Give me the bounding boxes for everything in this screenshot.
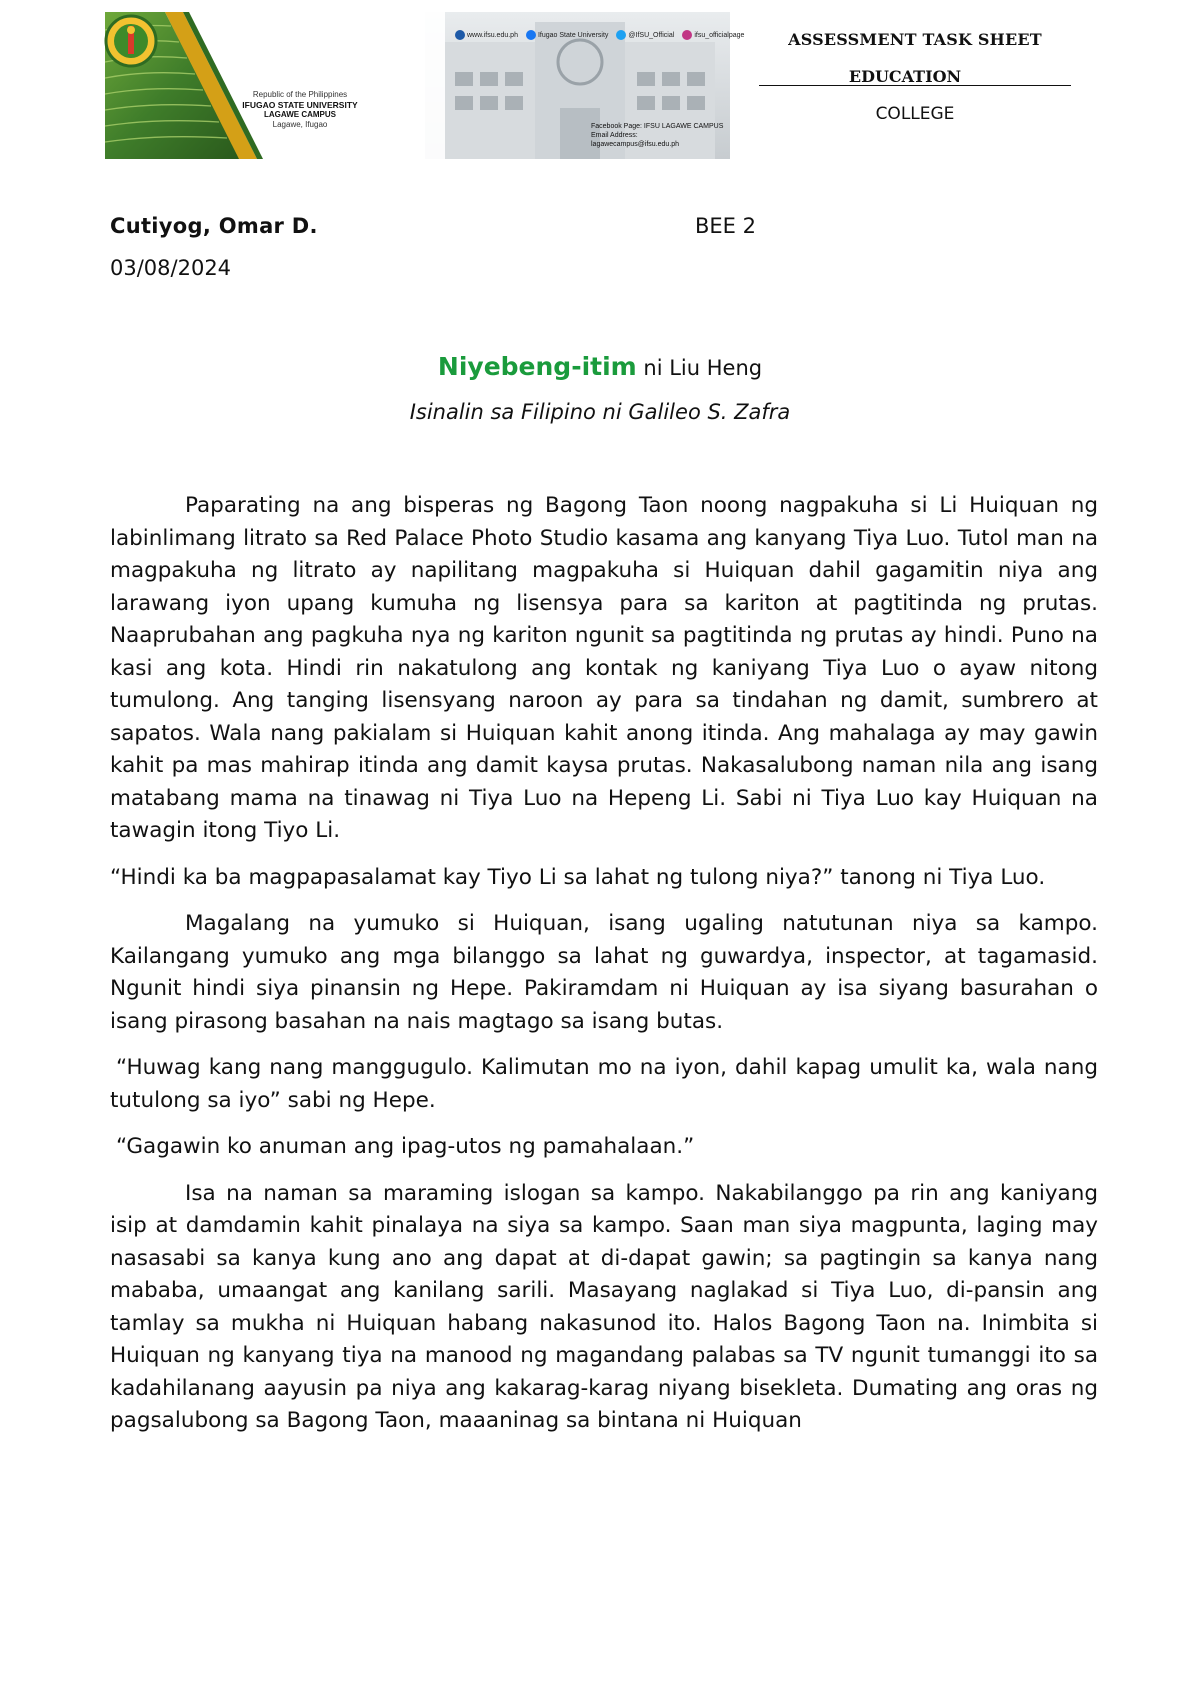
contact-block — [591, 122, 726, 149]
education-line — [750, 67, 1080, 86]
paragraph: “Huwag kang nang manggugulo. Kalimutan mo na iyon, dahil kapag umulit ka, wala nang tutulong sa iyo” sabi ng Hepe. — [110, 1055, 1098, 1113]
story-author: ni Liu Heng — [636, 356, 763, 380]
paragraph: “Gagawin ko anuman ang ipag-utos ng pamahalaan.” — [116, 1134, 695, 1159]
university-seal-icon — [105, 12, 157, 70]
paragraph: Magalang na yumuko si Huiquan, isang ugaling natutunan niya sa kampo. Kailangang yumuko ang mga bilanggo sa lahat ng guwardya, inspector, at tagamasid. Ngunit hindi siya pinansin ng Hepe. Pakiramdam ni Huiquan ay isa siyang basurahan o isang pirasong basahan na nais magtago sa isang butas. — [110, 911, 1098, 1034]
translator-line: Isinalin sa Filipino ni Galileo S. Zafra — [409, 400, 791, 424]
instagram-link[interactable]: ifsu_officialpage — [682, 30, 744, 40]
story-body — [110, 490, 1098, 1452]
task-sheet-header — [750, 30, 1080, 124]
education-underline-right — [961, 67, 1071, 86]
university-name-block — [235, 90, 365, 130]
twitter-icon — [616, 30, 626, 40]
social-links — [455, 28, 744, 42]
student-name: Cutiyog, Omar D. — [110, 214, 318, 238]
university-banner — [105, 12, 745, 159]
education-label: EDUCATION — [848, 67, 962, 86]
university-name: IFUGAO STATE UNIVERSITY — [242, 100, 358, 110]
college-label: COLLEGE — [875, 104, 955, 124]
facebook-link[interactable]: Ifugao State University — [526, 30, 608, 40]
task-sheet-title: ASSESSMENT TASK SHEET — [788, 30, 1042, 49]
globe-icon — [455, 30, 465, 40]
campus-name: LAGAWE CAMPUS — [264, 110, 336, 119]
instagram-icon — [682, 30, 692, 40]
student-course: BEE 2 — [695, 214, 756, 238]
education-underline-left — [759, 67, 849, 86]
twitter-link[interactable]: @IfSU_Official — [616, 30, 674, 40]
website-link[interactable]: www.ifsu.edu.ph — [455, 30, 518, 40]
paragraph: Paparating na ang bisperas ng Bagong Taon noong nagpakuha si Li Huiquan ng labinlimang litrato sa Red Palace Photo Studio kasama ang kanyang Tiya Luo. Tutol man na magpakuha ng litrato ay napilitang magpakuha si Huiquan dahil gagamitin niya ang larawang iyon upang kumuha ng lisensya para sa kariton at pagtitinda ng prutas. Naaprubahan ang pagkuha nya ng kariton ngunit sa pagtitinda ng prutas ay hindi. Puno na kasi ang kota. Hindi rin nakatulong ang kontak ng kaniyang Tiya Luo o ayaw nitong tumulong. Ang tanging lisensyang naroon ay para sa tindahan ng damit, sumbrero at sapatos. Wala nang pakialam si Huiquan kahit anong itinda. Ang mahalaga ay may gawin kahit pa mas mahirap itinda ang damit kaysa prutas. Nakasalubong naman nila ang isang matabang mama na tinawag ni Tiya Luo na Hepeng Li. Sabi ni Tiya Luo kay Huiquan na tawagin itong Tiyo Li. — [110, 493, 1098, 843]
paragraph: “Hindi ka ba magpapasalamat kay Tiyo Li sa lahat ng tulong niya?” tanong ni Tiya Luo. — [110, 864, 1046, 890]
facebook-page-text: Facebook Page: IFSU LAGAWE CAMPUS — [591, 123, 724, 130]
story-title: Niyebeng-itim — [437, 352, 637, 381]
republic-label: Republic of the Philippines — [252, 90, 348, 99]
email-text: Email Address: lagawecampus@ifsu.edu.ph — [591, 132, 680, 148]
story-title-line — [0, 352, 1200, 381]
facebook-icon — [526, 30, 536, 40]
campus-location: Lagawe, Ifugao — [272, 120, 328, 129]
submission-date: 03/08/2024 — [110, 256, 232, 280]
paragraph: Isa na naman sa maraming islogan sa kampo. Nakabilanggo pa rin ang kaniyang isip at damdamin kahit pinalaya na siya sa kampo. Saan man siya magpunta, laging may nasasabi sa kanya kung ano ang dapat at di-dapat gawin; sa pagtingin sa kanya nang mababa, umaangat ang kanilang sarili. Masayang naglakad si Tiya Luo, di-pansin ang tamlay sa mukha ni Huiquan habang nakasunod ito. Halos Bagong Taon na. Inimbita si Huiquan ng kanyang tiya na manood ng magandang palabas sa TV ngunit tumanggi ito sa kadahilanang aayusin pa niya ang kakarag-karag niyang bisekleta. Dumating ang oras ng pagsalubong sa Bagong Taon, maaaninag sa bintana ni Huiquan — [110, 1180, 1098, 1433]
